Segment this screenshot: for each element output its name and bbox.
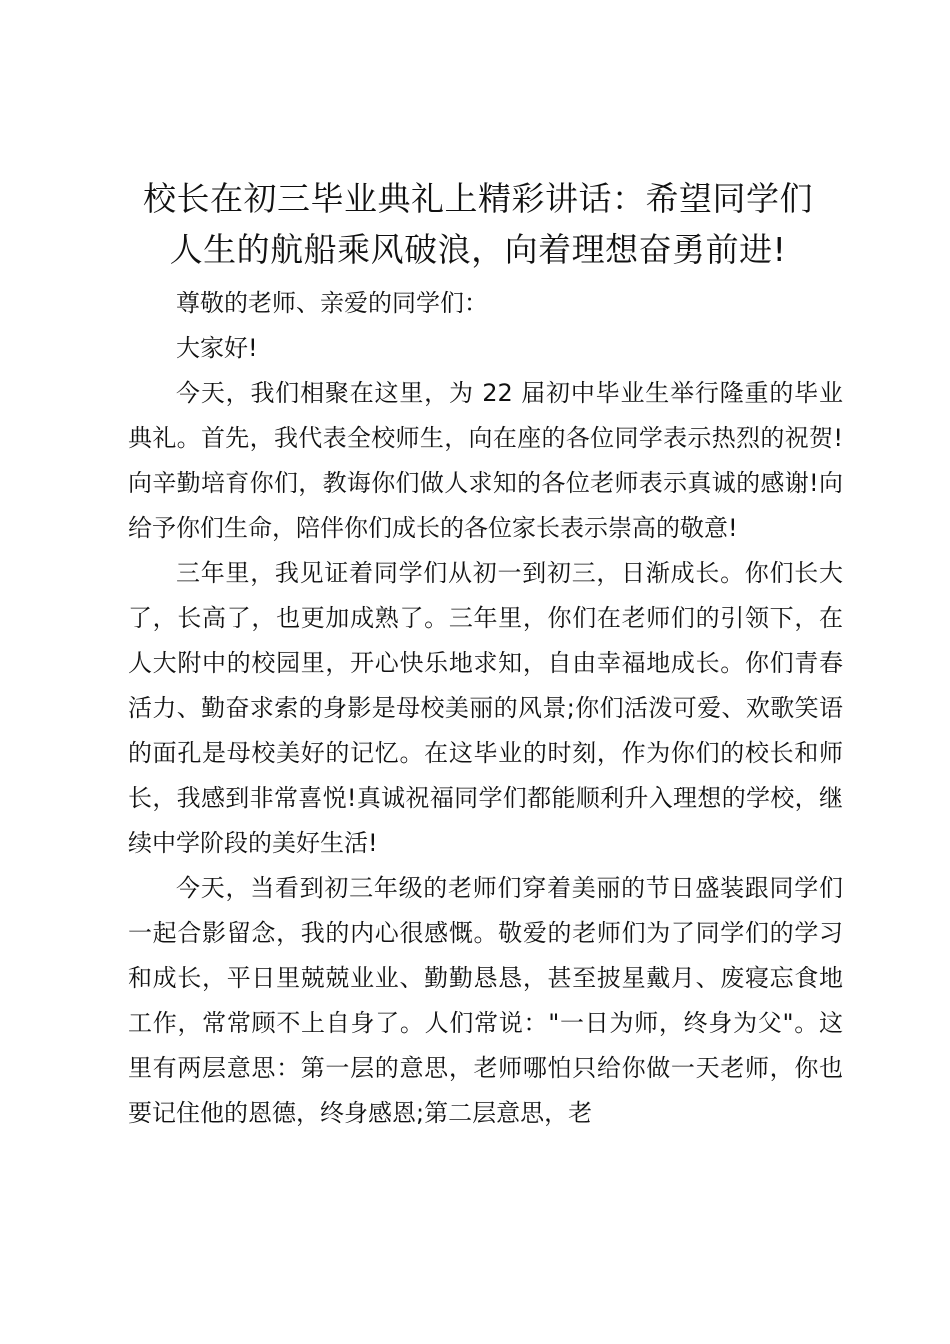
body-paragraph: 今天，当看到初三年级的老师们穿着美丽的节日盛装跟同学们一起合影留念，我的内心很感慨。敬爱的老师们为了同学们的学习和成长，平日里兢兢业业、勤勤恳恳，甚至披星戴月、废寝忘食地工作，常常顾不上自身了。人们常说："一日为师，终身为父"。这里有两层意思：第一层的意思，老师哪怕只给你做一天老师，你也要记住他的恩德，终身感恩;第二层意思，老 bbox=[128, 874, 843, 1127]
body-paragraph: 今天，我们相聚在这里，为 22 届初中毕业生举行隆重的毕业典礼。首先，我代表全校师生，向在座的各位同学表示热烈的祝贺!向辛勤培育你们，教诲你们做人求知的各位老师表示真诚的感谢!向给予你们生命，陪伴你们成长的各位家长表示崇高的敬意! bbox=[128, 379, 843, 542]
title-line-2: 人生的航船乘风破浪，向着理想奋勇前进! bbox=[169, 230, 787, 269]
title-line-1: 校长在初三毕业典礼上精彩讲话：希望同学们 bbox=[143, 179, 813, 218]
body-paragraph: 三年里，我见证着同学们从初一到初三，日渐成长。你们长大了，长高了，也更加成熟了。三年里，你们在老师们的引领下，在人大附中的校园里，开心快乐地求知，自由幸福地成长。你们青春活力、勤奋求索的身影是母校美丽的风景;你们活泼可爱、欢歌笑语的面孔是母校美好的记忆。在这毕业的时刻，作为你们的校长和师长，我感到非常喜悦!真诚祝福同学们都能顺利升入理想的学校，继续中学阶段的美好生活! bbox=[128, 559, 843, 857]
greeting: 大家好! bbox=[176, 334, 258, 362]
document-title bbox=[118, 173, 838, 275]
salutation: 尊敬的老师、亲爱的同学们： bbox=[176, 289, 488, 317]
document-body bbox=[128, 281, 843, 1136]
